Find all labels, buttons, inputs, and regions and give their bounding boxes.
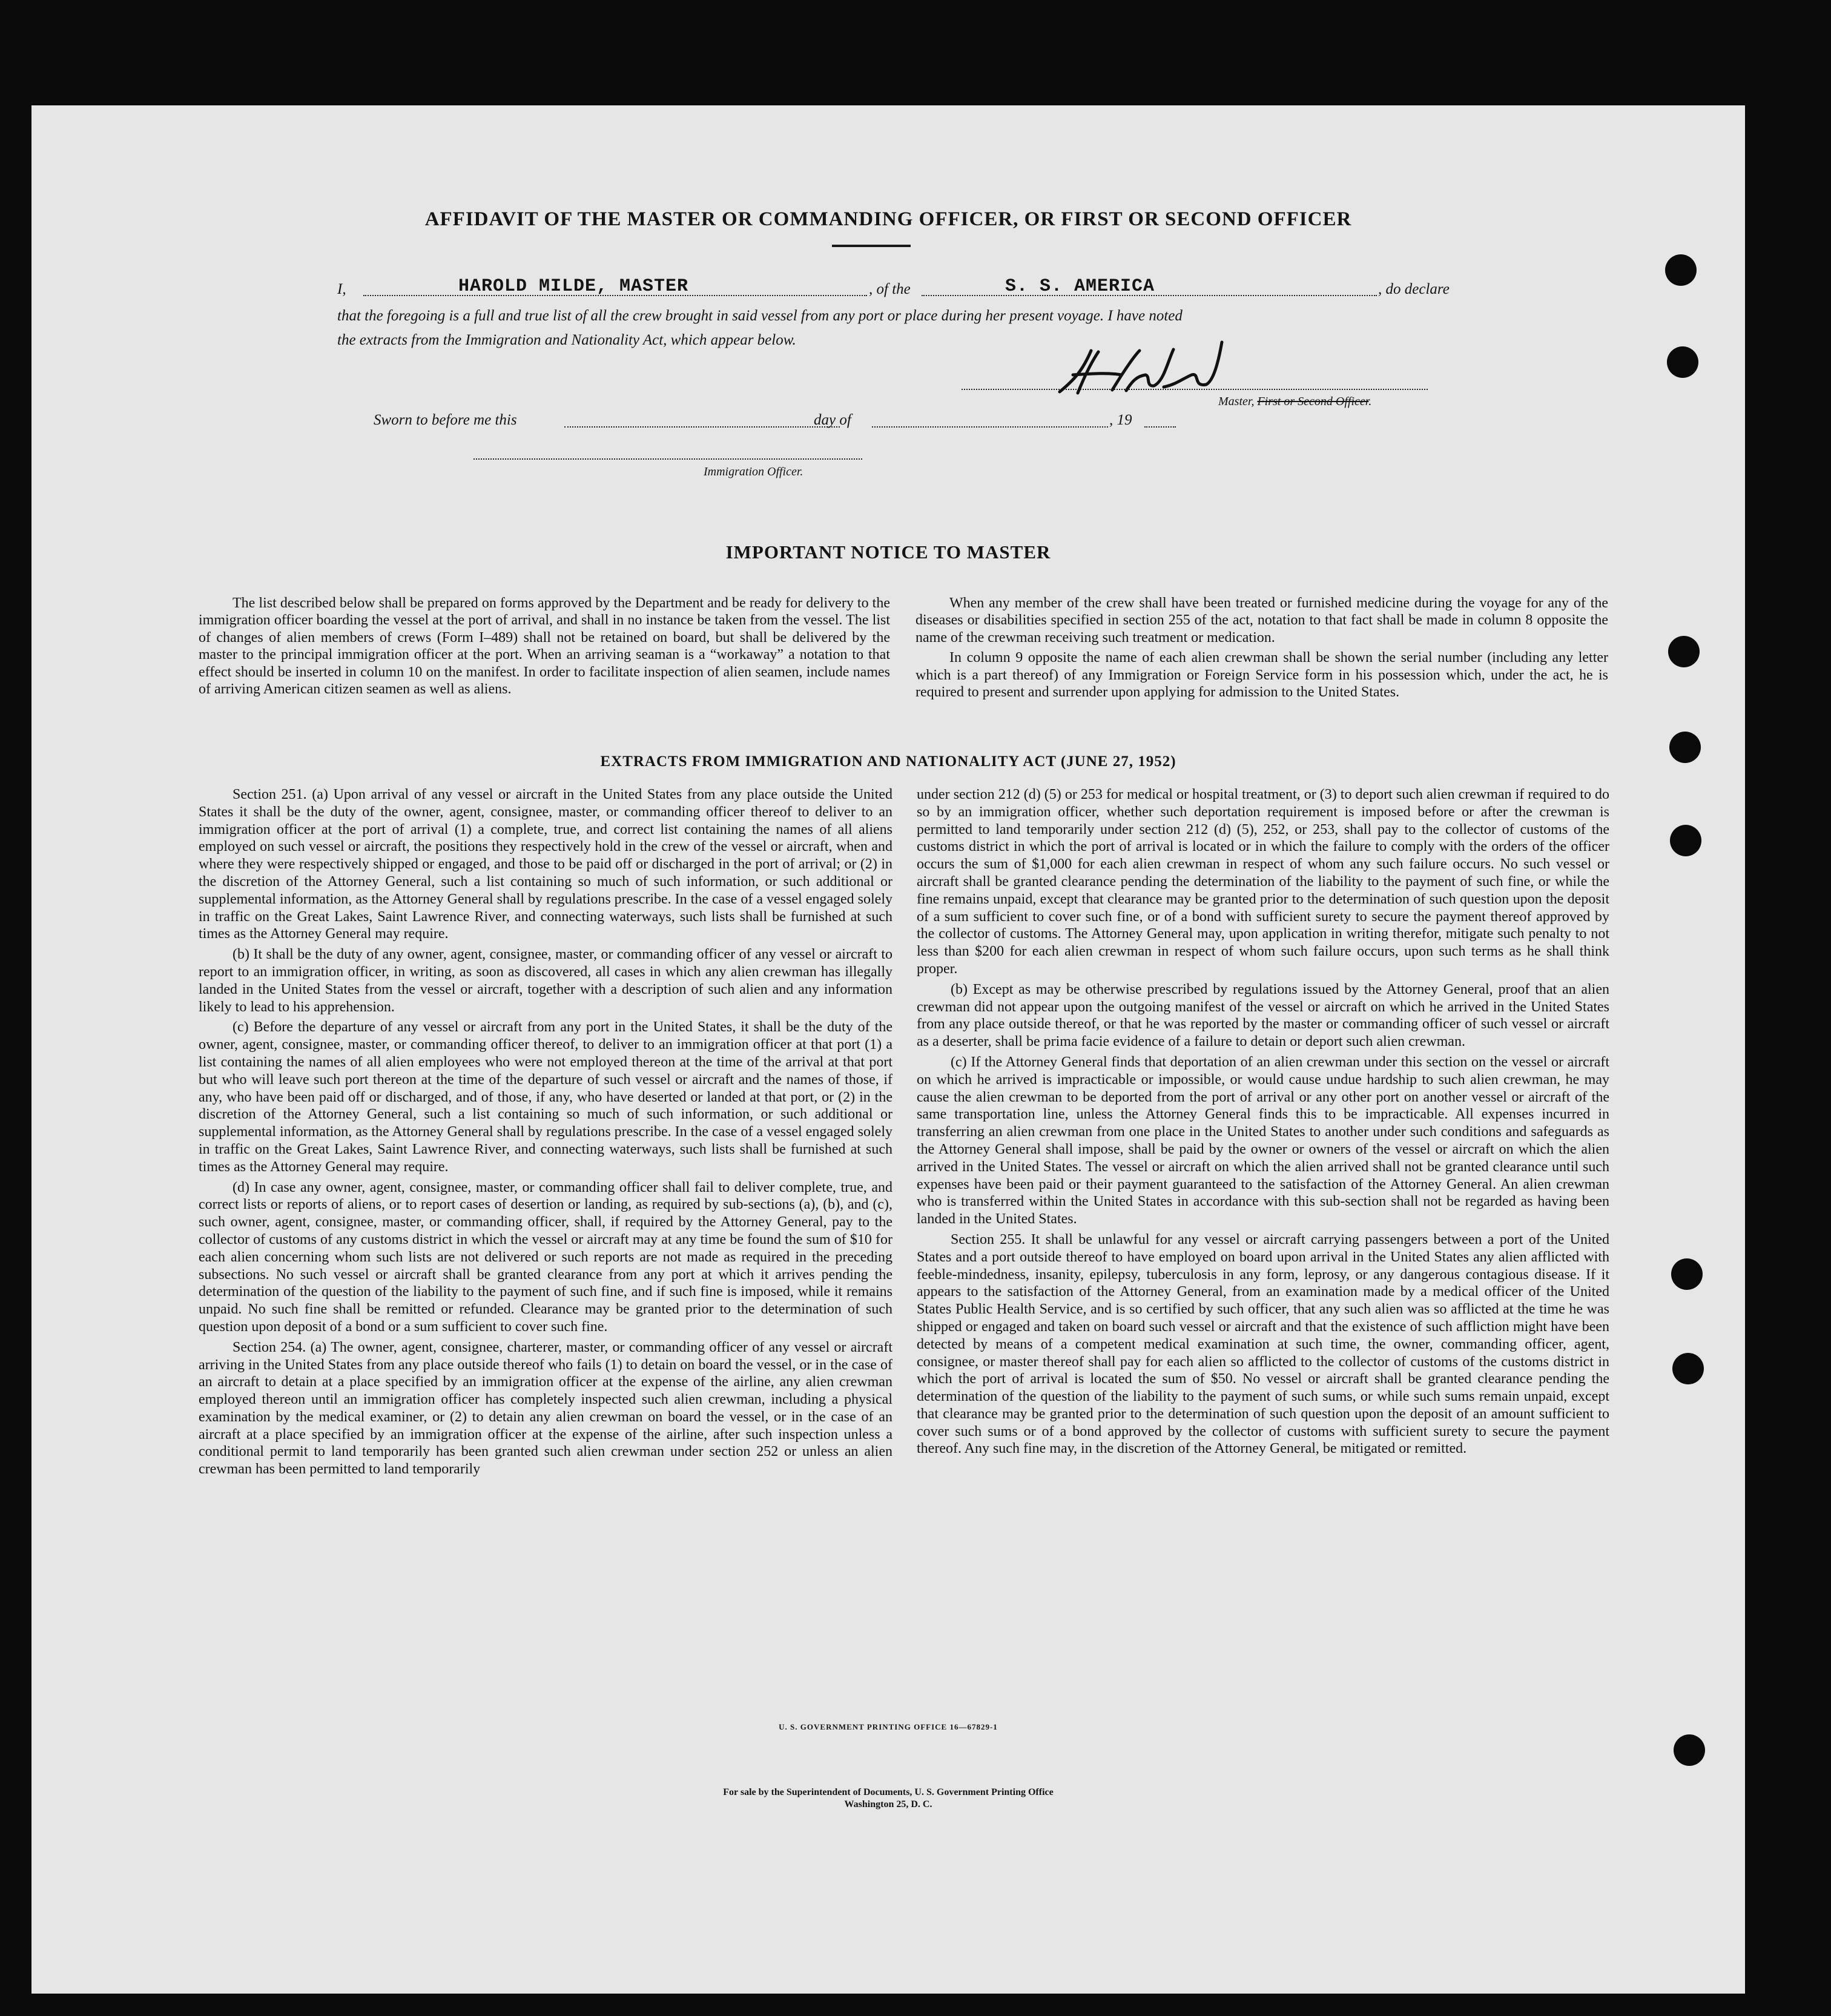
section-255: Section 255. It shall be unlawful for any vessel or aircraft carrying passengers between a port of the United States and a port outside thereof to have employed on board upon arrival in the United States any alien afflicted with feeble-mindedness, insanity, epilepsy, tuberculosis in any form, leprosy, or any dangerous contagious disease. If it appears to the satisfaction of the Attorney General, from an examination made by a medical officer of the United States Public Health Service, and is so certified by such officer, that any such alien was so afflicted at the time he was shipped or engaged and taken on board such vessel or aircraft and that the existence of such affliction might have been detected by means of a competent medical examination at such time, the owner, commanding officer, agent, consignee, or master thereof shall pay for each alien so afflicted to the collector of customs of the customs district in which the port of arrival is located the sum of $50. No vessel or aircraft shall be granted clearance pending the determination of the question of the liability to the payment of such sums, or while such sums remain unpaid, except that clearance may be granted prior to the determination of such question upon the deposit of an amount sufficient to cover such sums or of a bond approved by the collector of customs with sufficient surety to secure the payment thereof. Any such fine may, in the discretion of the Attorney General, be mitigated or remitted. xyxy=(917,1231,1609,1457)
notice-right-paragraph-1: When any member of the crew shall have been treated or furnished medicine during the voyage for any of the diseases or disabilities specified in section 255 of the act, notation to that fact shall be made in column 8 opposite the name of the crewman receiving such treatment or medication. xyxy=(916,595,1608,646)
punch-hole xyxy=(1674,1734,1705,1766)
day-of-label: day of xyxy=(814,412,851,428)
section-251-a: Section 251. (a) Upon arrival of any vessel or aircraft in the United States from any place outside the United States it shall be the duty of the owner, agent, consignee, master, or commanding officer thereof to deliver to an immigration officer at the port of arrival (1) a complete, true, and correct list containing the names of all aliens employed on such vessel or aircraft, the positions they respectively hold in the crew of the vessel or aircraft, when and where they were respectively shipped or engaged, and those to be paid off or discharged in the port of arrival; or (2) in the discretion of the Attorney General, such a list containing so much of such information, or such additional or supplemental information, as the Attorney General shall by regulations prescribe. In the case of a vessel engaged solely in traffic on the Great Lakes, Saint Lawrence River, and connecting waterways, such lists shall be furnished at such times as the Attorney General may require. xyxy=(199,787,892,942)
notice-right-paragraph-2: In column 9 opposite the name of each alien crewman shall be shown the serial number (including any letter which is a part thereof) of any Immigration or Foreign Service form in his possession which, under the act, he is required to present and surrender upon applying for admission to the United States. xyxy=(916,650,1608,701)
punch-hole xyxy=(1668,636,1700,667)
punch-hole xyxy=(1670,825,1701,856)
caption-master: Master, xyxy=(1218,395,1258,408)
extracts-left-column xyxy=(199,786,892,1481)
of-the-label: , of the xyxy=(869,281,911,297)
extracts-right-column xyxy=(917,786,1609,1461)
year-label: , 19 xyxy=(1109,412,1132,428)
sworn-month-line xyxy=(872,426,1108,428)
officer-signature-line xyxy=(473,458,862,460)
section-254-c: (c) If the Attorney General finds that deportation of an alien crewman under this section on the vessel or aircraft on which he arrived is impracticable or impossible, or would cause undue hardship to such alien crewman, he may cause the alien crewman to be deported from the port of arrival or any other port on another vessel or aircraft of the same transportation line, unless the Attorney General finds this to be impracticable. All expenses incurred in transferring an alien crewman from one place in the United States to another under such conditions and safeguards as the Attorney General shall impose, shall be paid by the owner or owners of the vessel or aircraft on which the alien arrived in the United States. The vessel or aircraft on which the alien arrived shall not be granted clearance until such expenses have been paid or their payment guaranteed to the satisfaction of the Attorney General. An alien crewman who is transferred within the United States in accordance with this sub-section shall not be regarded as having been landed in the United States. xyxy=(917,1054,1609,1228)
sworn-day-line xyxy=(564,426,840,428)
punch-hole xyxy=(1669,732,1701,763)
punch-hole xyxy=(1672,1353,1704,1384)
title-divider xyxy=(832,245,911,247)
sworn-year-line xyxy=(1144,426,1176,428)
notice-left-column xyxy=(199,595,890,701)
master-name-field: HAROLD MILDE, MASTER xyxy=(458,276,689,297)
document-page xyxy=(31,105,1745,1994)
section-251-d: (d) In case any owner, agent, consignee, master, or commanding officer shall fail to deliver complete, true, and correct lists or reports of aliens, or to report cases of desertion or landing, as required by sub-sections (a), (b), and (c), such owner, agent, consignee, master, or commanding officer, shall, if required by the Attorney General, pay to the collector of customs of any customs district in which the vessel or aircraft may at any time be found the sum of $10 for each alien concerning whom such lists are not delivered or such reports are not made as required in the preceding subsections. No such vessel or aircraft shall be granted clearance from any port at which it arrives pending the determination of the question of the liability to the payment of such fine, and if such fine is imposed, while it remains unpaid. No such fine shall be remitted or refunded. Clearance may be granted prior to the determination of such question upon deposit of a bond or a sum sufficient to cover such fine. xyxy=(199,1179,892,1335)
officer-caption: Immigration Officer. xyxy=(704,465,803,478)
printing-office-imprint: U. S. GOVERNMENT PRINTING OFFICE 16—67829-1 xyxy=(779,1722,998,1731)
notice-right-column xyxy=(916,595,1608,704)
statement-line-1: that the foregoing is a full and true list of all the crew brought in said vessel from any port or place during her present voyage. I have noted xyxy=(337,308,1183,324)
section-254-b: (b) Except as may be otherwise prescribed by regulations issued by the Attorney General, proof that an alien crewman did not appear upon the outgoing manifest of the vessel or aircraft on which he arrived in the United States from any place outside thereof, or that he was reported by the master or commanding officer of such vessel or aircraft as a deserter, shall be prima facie evidence of a failure to detain or deport such alien crewman. xyxy=(917,981,1609,1050)
sworn-label: Sworn to before me this xyxy=(374,412,517,428)
sale-notice-line-2: Washington 25, D. C. xyxy=(844,1799,932,1809)
caption-struck-officer: First or Second Officer xyxy=(1257,395,1369,408)
notice-title: IMPORTANT NOTICE TO MASTER xyxy=(725,541,1051,563)
declare-label: , do declare xyxy=(1378,281,1450,297)
vessel-name-field: S. S. AMERICA xyxy=(1005,276,1155,297)
section-254-a: Section 254. (a) The owner, agent, consignee, charterer, master, or commanding officer of any vessel or aircraft arriving in the United States from any place outside thereof who fails (1) to detain on board the vessel, or in the case of an aircraft to detain at a place specified by an immigration officer at the expense of the airline, any alien crewman employed thereon until an immigration officer has completely inspected such alien crewman, including a physical examination by the medical examiner, or (2) to detain any alien crewman on board the vessel, or in the case of an aircraft at a place specified by an immigration officer at the expense of the airline, after such inspection unless a conditional permit to land temporarily has been granted such alien crewman under section 252 or unless an alien crewman has been permitted to land temporarily xyxy=(199,1339,892,1478)
statement-line-2: the extracts from the Immigration and Nationality Act, which appear below. xyxy=(337,332,796,348)
punch-hole xyxy=(1667,346,1698,378)
affidavit-title: AFFIDAVIT OF THE MASTER OR COMMANDING OFFICER, OR FIRST OR SECOND OFFICER xyxy=(424,208,1352,230)
sale-notice-line-1: For sale by the Superintendent of Documents, U. S. Government Printing Office xyxy=(723,1787,1054,1797)
notice-left-paragraph: The list described below shall be prepared on forms approved by the Department and be ready for delivery to the immigration officer boarding the vessel at the port of arrival, and shall in no instance be taken from the vessel. The list of changes of alien members of crews (Form I–489) shall not be retained on board, but shall be delivered by the master to the principal immigration officer at the port. When an arriving seaman is a “workaway” a notation to that effect should be inserted in column 10 on the manifest. In order to facilitate inspection of alien seamen, include names of arriving American citizen seamen as well as aliens. xyxy=(199,595,890,698)
punch-hole xyxy=(1665,254,1697,286)
section-251-b: (b) It shall be the duty of any owner, agent, consignee, master, or commanding officer of any vessel or aircraft to report to an immigration officer, in writing, as soon as discovered, all cases in which any alien crewman has illegally landed in the United States from the vessel or aircraft, together with a description of such alien and any information likely to lead to his apprehension. xyxy=(199,947,892,1015)
section-254-a-continued: under section 212 (d) (5) or 253 for medical or hospital treatment, or (3) to deport such alien crewman if required to do so by an immigration officer, whether such deportation requirement is imposed before or after the crewman is permitted to land temporarily under section 212 (d) (5), 252, or 253, shall pay to the collector of customs of the customs district in which the port of arrival is located or in which the failure to comply with the orders of the officer occurs the sum of $1,000 for each alien crewman in respect of whom any such failure occurs. No such vessel or aircraft shall be granted clearance pending the determination of the liability to the payment of such fine, or while the fine remains unpaid, except that clearance may be granted prior to the determination of such question upon the deposit of a sum sufficient to cover such fine, or of a bond with sufficient surety to secure the payment thereof approved by the collector of customs. The Attorney General may, upon application in writing therefor, mitigate such penalty to not less than $200 for each alien crewman in respect of whom such failure occurs, upon such terms as he shall think proper. xyxy=(917,787,1609,977)
punch-hole xyxy=(1671,1258,1703,1290)
handwritten-signature-icon xyxy=(1055,339,1236,399)
signature-caption xyxy=(1218,395,1371,409)
caption-period: . xyxy=(1368,395,1372,408)
extracts-title: EXTRACTS FROM IMMIGRATION AND NATIONALITY ACT (JUNE 27, 1952) xyxy=(600,753,1176,770)
section-251-c: (c) Before the departure of any vessel or aircraft from any port in the United States, it shall be the duty of the owner, agent, consignee, master, or commanding officer thereof, to deliver to an immigration officer at that port (1) a list containing the names of all alien employees who were not employed thereon at the time of the arrival at that port but who will leave such port thereon at the time of the departure of such vessel or aircraft and the names of those, if any, who have been paid off or discharged, and of those, if any, who have deserted or landed at that port, or (2) in the discretion of the Attorney General, such a list containing so much of such information, or such additional or supplemental information, as the Attorney General shall by regulations prescribe. In the case of a vessel engaged solely in traffic on the Great Lakes, Saint Lawrence River, and connecting waterways, such lists shall be furnished at such times as the Attorney General may require. xyxy=(199,1019,892,1175)
i-label: I, xyxy=(337,281,346,297)
